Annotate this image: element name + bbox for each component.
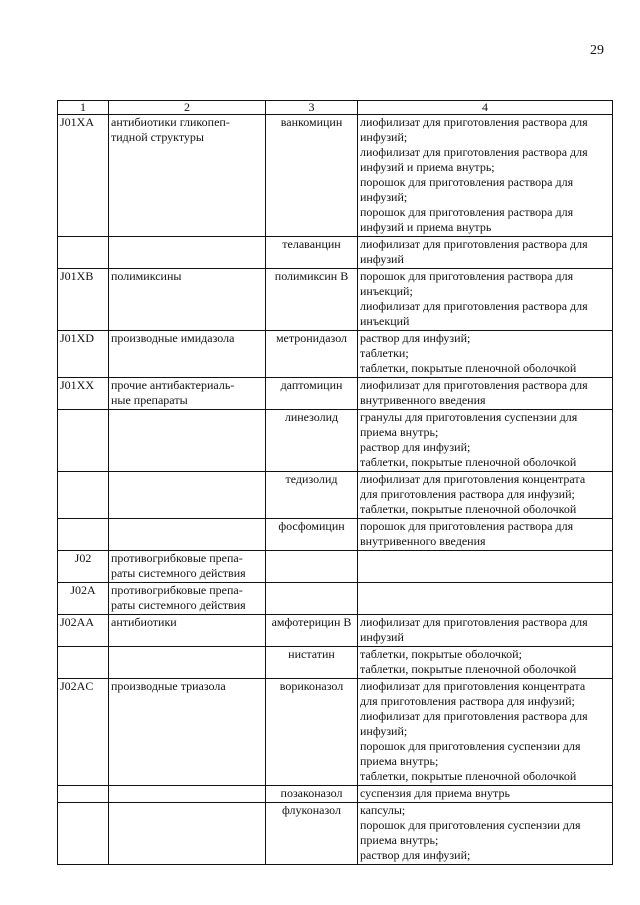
atc-code-cell: J02A [58, 583, 109, 615]
dosage-form-line: порошок для приготовления раствора для [360, 519, 574, 533]
dosage-form-line: таблетки; [360, 346, 409, 360]
dosage-form-line: таблетки, покрытые оболочкой; [360, 647, 522, 661]
page-number: 29 [590, 43, 604, 58]
atc-code-cell: J01XD [58, 331, 109, 378]
dosage-form-line: лиофилизат для приготовления концентрата [360, 679, 586, 693]
dosage-forms-cell [358, 237, 613, 269]
dosage-form-line: суспензия для приема внутрь [360, 786, 510, 800]
drug-group-line: антибиотики [111, 615, 177, 629]
drug-group-line: ные препараты [111, 393, 188, 407]
drug-name-cell: метронидазол [266, 331, 358, 378]
dosage-form-line: инъекций; [360, 284, 413, 298]
column-header: 1 [58, 101, 109, 115]
dosage-form-line: порошок для приготовления суспензии для [360, 818, 581, 832]
dosage-forms-cell [358, 583, 613, 615]
table-row [58, 410, 613, 472]
dosage-forms-cell [358, 378, 613, 410]
drug-group-cell [109, 331, 266, 378]
dosage-form-line: инъекций [360, 314, 410, 328]
table-row [58, 551, 613, 583]
drug-name-cell: вориконазол [266, 679, 358, 786]
drug-group-cell [109, 786, 266, 803]
dosage-form-line: инфузий и приема внутрь [360, 220, 492, 234]
drug-group-cell [109, 803, 266, 865]
dosage-forms-cell [358, 115, 613, 237]
table-row [58, 679, 613, 786]
drug-name-cell: амфотерицин В [266, 615, 358, 647]
atc-code-cell [58, 237, 109, 269]
drug-name-cell: линезолид [266, 410, 358, 472]
drug-name-cell: полимиксин В [266, 269, 358, 331]
atc-code-cell [58, 647, 109, 679]
dosage-form-line: инфузий; [360, 130, 408, 144]
dosage-form-line: порошок для приготовления суспензии для [360, 739, 581, 753]
dosage-form-line: лиофилизат для приготовления концентрата [360, 472, 586, 486]
dosage-form-line: гранулы для приготовления суспензии для [360, 410, 578, 424]
drug-name-cell: позаконазол [266, 786, 358, 803]
dosage-form-line: инфузий и приема внутрь; [360, 160, 495, 174]
dosage-form-line: лиофилизат для приготовления раствора для [360, 299, 588, 313]
drug-name-cell: телаванцин [266, 237, 358, 269]
dosage-form-line: внутривенного введения [360, 393, 486, 407]
dosage-form-line: приема внутрь; [360, 425, 439, 439]
dosage-form-line: для приготовления раствора для инфузий; [360, 694, 575, 708]
dosage-form-line: лиофилизат для приготовления раствора для [360, 378, 588, 392]
atc-code-cell: J01XB [58, 269, 109, 331]
dosage-form-line: лиофилизат для приготовления раствора для [360, 709, 588, 723]
drug-name-cell: тедизолид [266, 472, 358, 519]
drug-group-cell [109, 237, 266, 269]
drug-group-line: производные триазола [111, 679, 226, 693]
drug-group-line: противогрибковые препа- [111, 551, 243, 565]
atc-code-cell: J02AA [58, 615, 109, 647]
table-row [58, 647, 613, 679]
drug-group-line: тидной структуры [111, 130, 204, 144]
drug-name-cell [266, 583, 358, 615]
column-header: 3 [266, 101, 358, 115]
dosage-form-line: раствор для инфузий; [360, 440, 471, 454]
drug-group-line: полимиксины [111, 269, 182, 283]
dosage-form-line: внутривенного введения [360, 534, 486, 548]
atc-code-cell [58, 472, 109, 519]
table-row [58, 269, 613, 331]
dosage-form-line: лиофилизат для приготовления раствора для [360, 145, 588, 159]
table-row [58, 786, 613, 803]
column-header: 2 [109, 101, 266, 115]
dosage-form-line: раствор для инфузий; [360, 848, 471, 862]
drug-group-cell [109, 269, 266, 331]
dosage-form-line: капсулы; [360, 803, 406, 817]
dosage-form-line: таблетки, покрытые пленочной оболочкой [360, 455, 577, 469]
drug-group-cell [109, 679, 266, 786]
dosage-forms-cell [358, 647, 613, 679]
drug-group-cell [109, 647, 266, 679]
drug-name-cell: нистатин [266, 647, 358, 679]
table-row [58, 237, 613, 269]
drug-group-line: антибиотики гликопеп- [111, 115, 230, 129]
dosage-form-line: инфузий [360, 630, 404, 644]
atc-code-cell [58, 410, 109, 472]
drug-group-line: прочие антибактериаль- [111, 378, 235, 392]
dosage-form-line: таблетки, покрытые пленочной оболочкой [360, 769, 577, 783]
dosage-form-line: раствор для инфузий; [360, 331, 471, 345]
atc-code-cell: J02AC [58, 679, 109, 786]
drug-group-cell [109, 410, 266, 472]
drug-name-cell: флуконазол [266, 803, 358, 865]
atc-code-cell [58, 803, 109, 865]
dosage-form-line: таблетки, покрытые пленочной оболочкой [360, 502, 577, 516]
drug-group-cell [109, 115, 266, 237]
table-row [58, 615, 613, 647]
drug-group-line: противогрибковые препа- [111, 583, 243, 597]
dosage-forms-cell [358, 551, 613, 583]
table-row [58, 472, 613, 519]
dosage-form-line: порошок для приготовления раствора для [360, 175, 574, 189]
dosage-forms-cell [358, 331, 613, 378]
drug-group-line: раты системного действия [111, 598, 246, 612]
dosage-form-line: лиофилизат для приготовления раствора для [360, 237, 588, 251]
drug-group-line: раты системного действия [111, 566, 246, 580]
dosage-form-line: таблетки, покрытые пленочной оболочкой [360, 662, 577, 676]
dosage-forms-cell [358, 786, 613, 803]
column-header: 4 [358, 101, 613, 115]
atc-code-cell: J01XX [58, 378, 109, 410]
drug-group-cell [109, 551, 266, 583]
drug-group-cell [109, 583, 266, 615]
atc-code-cell [58, 786, 109, 803]
dosage-form-line: приема внутрь; [360, 754, 439, 768]
dosage-forms-cell [358, 803, 613, 865]
atc-code-cell: J01XA [58, 115, 109, 237]
drug-group-cell [109, 519, 266, 551]
drug-name-cell [266, 551, 358, 583]
dosage-form-line: лиофилизат для приготовления раствора для [360, 115, 588, 129]
dosage-forms-cell [358, 269, 613, 331]
dosage-forms-cell [358, 472, 613, 519]
table-body [58, 115, 613, 865]
drug-group-cell [109, 615, 266, 647]
drug-name-cell: ванкомицин [266, 115, 358, 237]
dosage-form-line: инфузий; [360, 190, 408, 204]
dosage-form-line: лиофилизат для приготовления раствора для [360, 615, 588, 629]
dosage-form-line: порошок для приготовления раствора для [360, 269, 574, 283]
dosage-forms-cell [358, 679, 613, 786]
drug-group-cell [109, 378, 266, 410]
drug-group-cell [109, 472, 266, 519]
dosage-form-line: таблетки, покрытые пленочной оболочкой [360, 361, 577, 375]
drug-name-cell: даптомицин [266, 378, 358, 410]
table-row [58, 378, 613, 410]
atc-code-cell: J02 [58, 551, 109, 583]
table-row [58, 803, 613, 865]
atc-code-cell [58, 519, 109, 551]
drug-name-cell: фосфомицин [266, 519, 358, 551]
dosage-form-line: инфузий [360, 252, 404, 266]
table-row [58, 115, 613, 237]
dosage-form-line: порошок для приготовления раствора для [360, 205, 574, 219]
dosage-forms-cell [358, 615, 613, 647]
dosage-form-line: инфузий; [360, 724, 408, 738]
table-row [58, 331, 613, 378]
dosage-form-line: для приготовления раствора для инфузий; [360, 487, 575, 501]
drug-group-line: производные имидазола [111, 331, 235, 345]
medication-table [57, 100, 613, 865]
table-row [58, 519, 613, 551]
dosage-forms-cell [358, 410, 613, 472]
table-header-row [58, 101, 613, 115]
dosage-forms-cell [358, 519, 613, 551]
dosage-form-line: приема внутрь; [360, 833, 439, 847]
table-row [58, 583, 613, 615]
